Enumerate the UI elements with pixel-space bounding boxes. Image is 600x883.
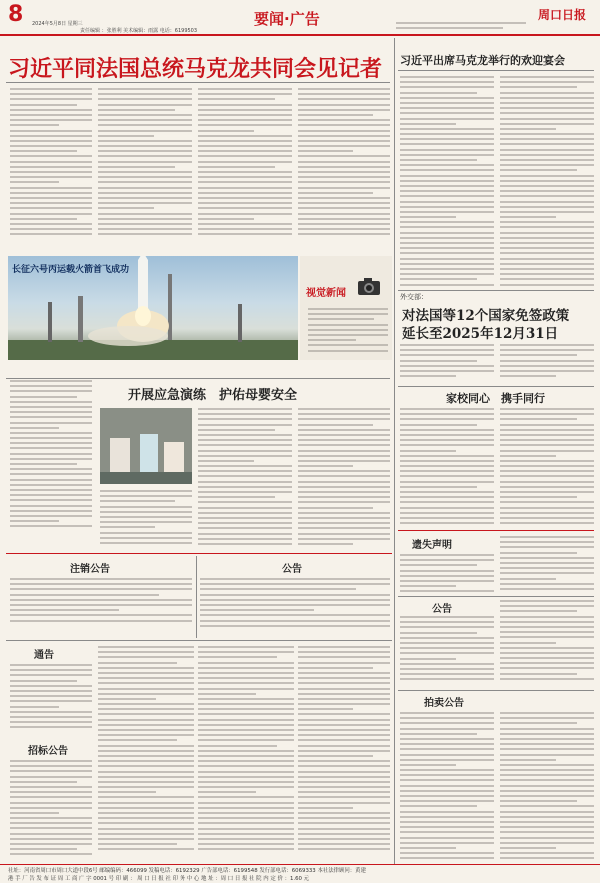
announce2-body-2 [500,600,594,682]
left-article-col [10,380,92,530]
camera-icon [356,276,382,296]
family-headline: 家校同心 携手同行 [446,392,545,405]
visual-news-tag: 视觉新闻 [306,288,346,299]
notice-body [10,664,92,734]
visa-headline-1: 对法国等12个国家免签政策 [402,308,570,324]
side-top-col-2 [500,76,594,286]
footer-line-2: 港 手 厂 告 发 布 证 周 工 商 广 字 0001 号 印 刷 ： 周 口 日 报 社 印 务 中 心 地 址 ：周 口 日 报 社 院 内 定 价 ：1.60 元 [8,876,310,882]
family-col-1 [400,408,494,524]
paper-logo: 周口日报 [538,8,587,22]
header-rule [0,34,600,36]
drill-col-3 [298,408,390,546]
lost-notice-title: 遗失声明 [412,540,452,551]
drill-headline: 开展应急演练 护佑母婴安全 [128,388,298,403]
lead-rule [6,82,390,83]
side-top-headline: 习近平出席马克龙举行的欢迎宴会 [400,54,565,67]
visa-kicker: 外交部： [400,293,428,301]
drill-photo [100,408,192,484]
right-ads-rule-2 [398,596,594,597]
lead-col-2 [98,88,192,238]
announce2-body [400,616,494,682]
cancel-notice-body [10,578,192,622]
visa-col-1 [400,344,494,380]
family-top-rule [398,386,594,387]
auction-col-1 [400,712,494,862]
visa-top-rule [398,290,594,291]
footer-line-1: 社址：河南省周口市周口大道中段6号 邮编编码：466099 发稿电话：6192329 广告部电话：6199548 发行部电话：6069333 本社法律顾问：黄建 [8,868,366,874]
legal-col-1 [98,646,194,862]
page-number: 8 [8,2,24,27]
announce-title: 公告 [282,564,302,575]
date-line: 2024年5月8日 星期三 [32,21,83,27]
lead-col-1 [10,88,92,238]
editor-line: 责任编辑 ：张胜利 美术编辑：雨露 电话：6199503 [80,28,198,34]
family-col-2 [500,408,594,524]
visa-col-2 [500,344,594,380]
header-ad-strip [396,22,526,30]
notice-title: 通告 [34,650,54,661]
legal-col-2 [198,646,294,862]
ads-vline-1 [196,556,197,638]
ads-rule [6,553,392,554]
cancel-notice-title: 注销公告 [70,564,110,575]
side-top-rule [398,70,594,71]
bid-notice-body [10,760,92,862]
lost-notice-body-2 [500,536,594,592]
lead-col-4 [298,88,390,238]
right-ads-rule-3 [398,690,594,691]
drill-col-2 [198,408,292,546]
announce2-title: 公告 [432,604,452,615]
announce-body [200,578,390,634]
visa-headline-2: 延长至2025年12月31日 [402,326,559,342]
bid-notice-title: 招标公告 [28,746,68,757]
section-divider-1 [6,378,390,379]
visual-news-box [300,256,392,360]
legal-col-3 [298,646,390,862]
right-column-divider [394,38,395,864]
lost-notice-body [400,554,494,594]
section-title: 要闻·广告 [254,10,320,28]
auction-title: 拍卖公告 [424,698,464,709]
lead-col-3 [198,88,292,238]
side-top-col-1 [400,76,494,286]
auction-col-2 [500,712,594,862]
lead-headline: 习近平同法国总统马克龙共同会见记者 [8,57,383,82]
drill-col-1 [100,490,192,546]
footer-rule [0,864,600,865]
ads-rule-2 [6,640,392,641]
photo-caption: 长征六号丙运载火箭首飞成功 [12,265,130,275]
right-ads-rule [398,530,594,531]
